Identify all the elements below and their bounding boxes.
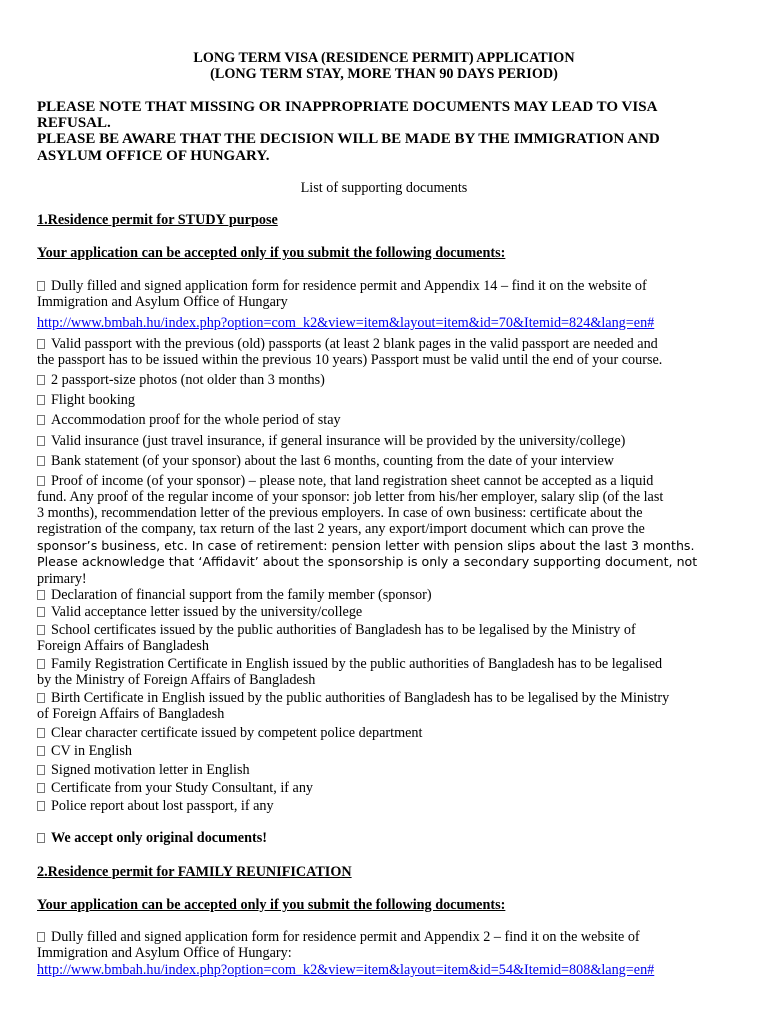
list-item-continuation: 3 months), recommendation letter of the previous employers. In case of own business: certificate about the [37,505,643,521]
checkbox-icon [37,728,45,738]
list-item-continuation: Immigration and Asylum Office of Hungary: [37,945,292,961]
section2-subheading: Your application can be accepted only if you submit the following documents: [37,897,506,913]
list-item [37,656,748,672]
notice-line-4: ASYLUM OFFICE OF HUNGARY. [37,148,270,164]
note-text: We accept only original documents! [51,830,267,846]
list-item [37,372,748,388]
checkbox-icon [37,590,45,600]
list-item [37,762,748,778]
list-item [37,412,748,428]
list-item [37,336,748,352]
item-text: 2 passport-size photos (not older than 3 months) [51,372,325,388]
list-item [37,604,748,620]
item-text: Bank statement (of your sponsor) about the last 6 months, counting from the date of your interview [51,453,615,469]
list-title: List of supporting documents [300,180,468,196]
list-item [37,433,748,449]
checkbox-icon [37,833,45,843]
list-item [37,622,748,638]
list-item [37,929,748,945]
item-text: Valid acceptance letter issued by the university/college [51,604,363,620]
item-text: Dully filled and signed application form for residence permit and Appendix 2 – find it on the website of [51,929,640,945]
checkbox-icon [37,415,45,425]
notice-line-1: PLEASE NOTE THAT MISSING OR INAPPROPRIATE DOCUMENTS MAY LEAD TO VISA [37,99,658,115]
checkbox-icon [37,436,45,446]
checkbox-icon [37,746,45,756]
list-item [37,690,748,706]
item-text: Proof of income (of your sponsor) – please note, that land registration sheet cannot be accepted as a liquid [51,473,654,489]
item-text: Family Registration Certificate in English issued by the public authorities of Bangladesh has to be legalised [51,656,663,672]
checkbox-icon [37,765,45,775]
section1-subheading: Your application can be accepted only if you submit the following documents: [37,245,506,261]
checkbox-icon [37,932,45,942]
item-text: Clear character certificate issued by competent police department [51,725,423,741]
checkbox-icon [37,783,45,793]
list-item [37,278,748,294]
item-text: Police report about lost passport, if any [51,798,274,814]
list-item-continuation: the passport has to be issued within the previous 10 years) Passport must be valid until the end of your course. [37,352,663,368]
list-item-continuation: Immigration and Asylum Office of Hungary [37,294,288,310]
list-item-continuation: Please acknowledge that ‘Affidavit’ about the sponsorship is only a secondary supporting document, not [37,554,698,569]
checkbox-icon [37,375,45,385]
item-text: Signed motivation letter in English [51,762,250,778]
item-text: CV in English [51,743,132,759]
original-documents-note [37,830,748,846]
list-item-continuation: by the Ministry of Foreign Affairs of Bangladesh [37,672,316,688]
checkbox-icon [37,395,45,405]
list-item [37,473,748,489]
checkbox-icon [37,693,45,703]
item-text: Accommodation proof for the whole period of stay [51,412,341,428]
list-item [37,743,748,759]
list-item-continuation: of Foreign Affairs of Bangladesh [37,706,225,722]
checkbox-icon [37,625,45,635]
document-title-line-2: (LONG TERM STAY, MORE THAN 90 DAYS PERIOD) [210,66,558,82]
list-item-continuation: sponsor’s business, etc. In case of retirement: pension letter with pension slips about the last 3 months. [37,538,695,553]
list-item-continuation: primary! [37,571,87,587]
checkbox-icon [37,659,45,669]
item-text: School certificates issued by the public authorities of Bangladesh has to be legalised by the Ministry of [51,622,636,638]
list-item [37,587,748,603]
item-text: Declaration of financial support from the family member (sponsor) [51,587,432,603]
item-text: Flight booking [51,392,135,408]
list-item [37,453,748,469]
item-text: Valid insurance (just travel insurance, if general insurance will be provided by the university/college) [51,433,626,449]
list-item-continuation: registration of the company, tax return of the last 2 years, any export/import document which can prove the [37,521,645,537]
list-item-continuation: Foreign Affairs of Bangladesh [37,638,209,654]
list-item [37,725,748,741]
section2-heading: 2.Residence permit for FAMILY REUNIFICATION [37,864,352,880]
checkbox-icon [37,281,45,291]
checkbox-icon [37,456,45,466]
checkbox-icon [37,476,45,486]
section2-form-link[interactable]: http://www.bmbah.hu/index.php?option=com_k2&view=item&layout=item&id=54&Itemid=808&lang=en# [37,962,655,978]
list-item-continuation: fund. Any proof of the regular income of your sponsor: job letter from his/her employer, salary slip (of the last [37,489,664,505]
checkbox-icon [37,801,45,811]
section1-heading: 1.Residence permit for STUDY purpose [37,212,278,228]
item-text: Birth Certificate in English issued by the public authorities of Bangladesh has to be legalised by the Ministry [51,690,670,706]
item-text: Valid passport with the previous (old) passports (at least 2 blank pages in the valid passport are needed and [51,336,658,352]
document-title-line-1: LONG TERM VISA (RESIDENCE PERMIT) APPLICATION [193,50,575,66]
item-text: Certificate from your Study Consultant, if any [51,780,314,796]
checkbox-icon [37,339,45,349]
item-text: Dully filled and signed application form for residence permit and Appendix 14 – find it on the website of [51,278,647,294]
list-item [37,780,748,796]
list-item [37,392,748,408]
list-item [37,798,748,814]
notice-line-2: REFUSAL. [37,115,111,131]
section1-form-link[interactable]: http://www.bmbah.hu/index.php?option=com_k2&view=item&layout=item&id=70&Itemid=824&lang=en# [37,315,655,331]
notice-line-3: PLEASE BE AWARE THAT THE DECISION WILL BE MADE BY THE IMMIGRATION AND [37,131,660,147]
checkbox-icon [37,607,45,617]
